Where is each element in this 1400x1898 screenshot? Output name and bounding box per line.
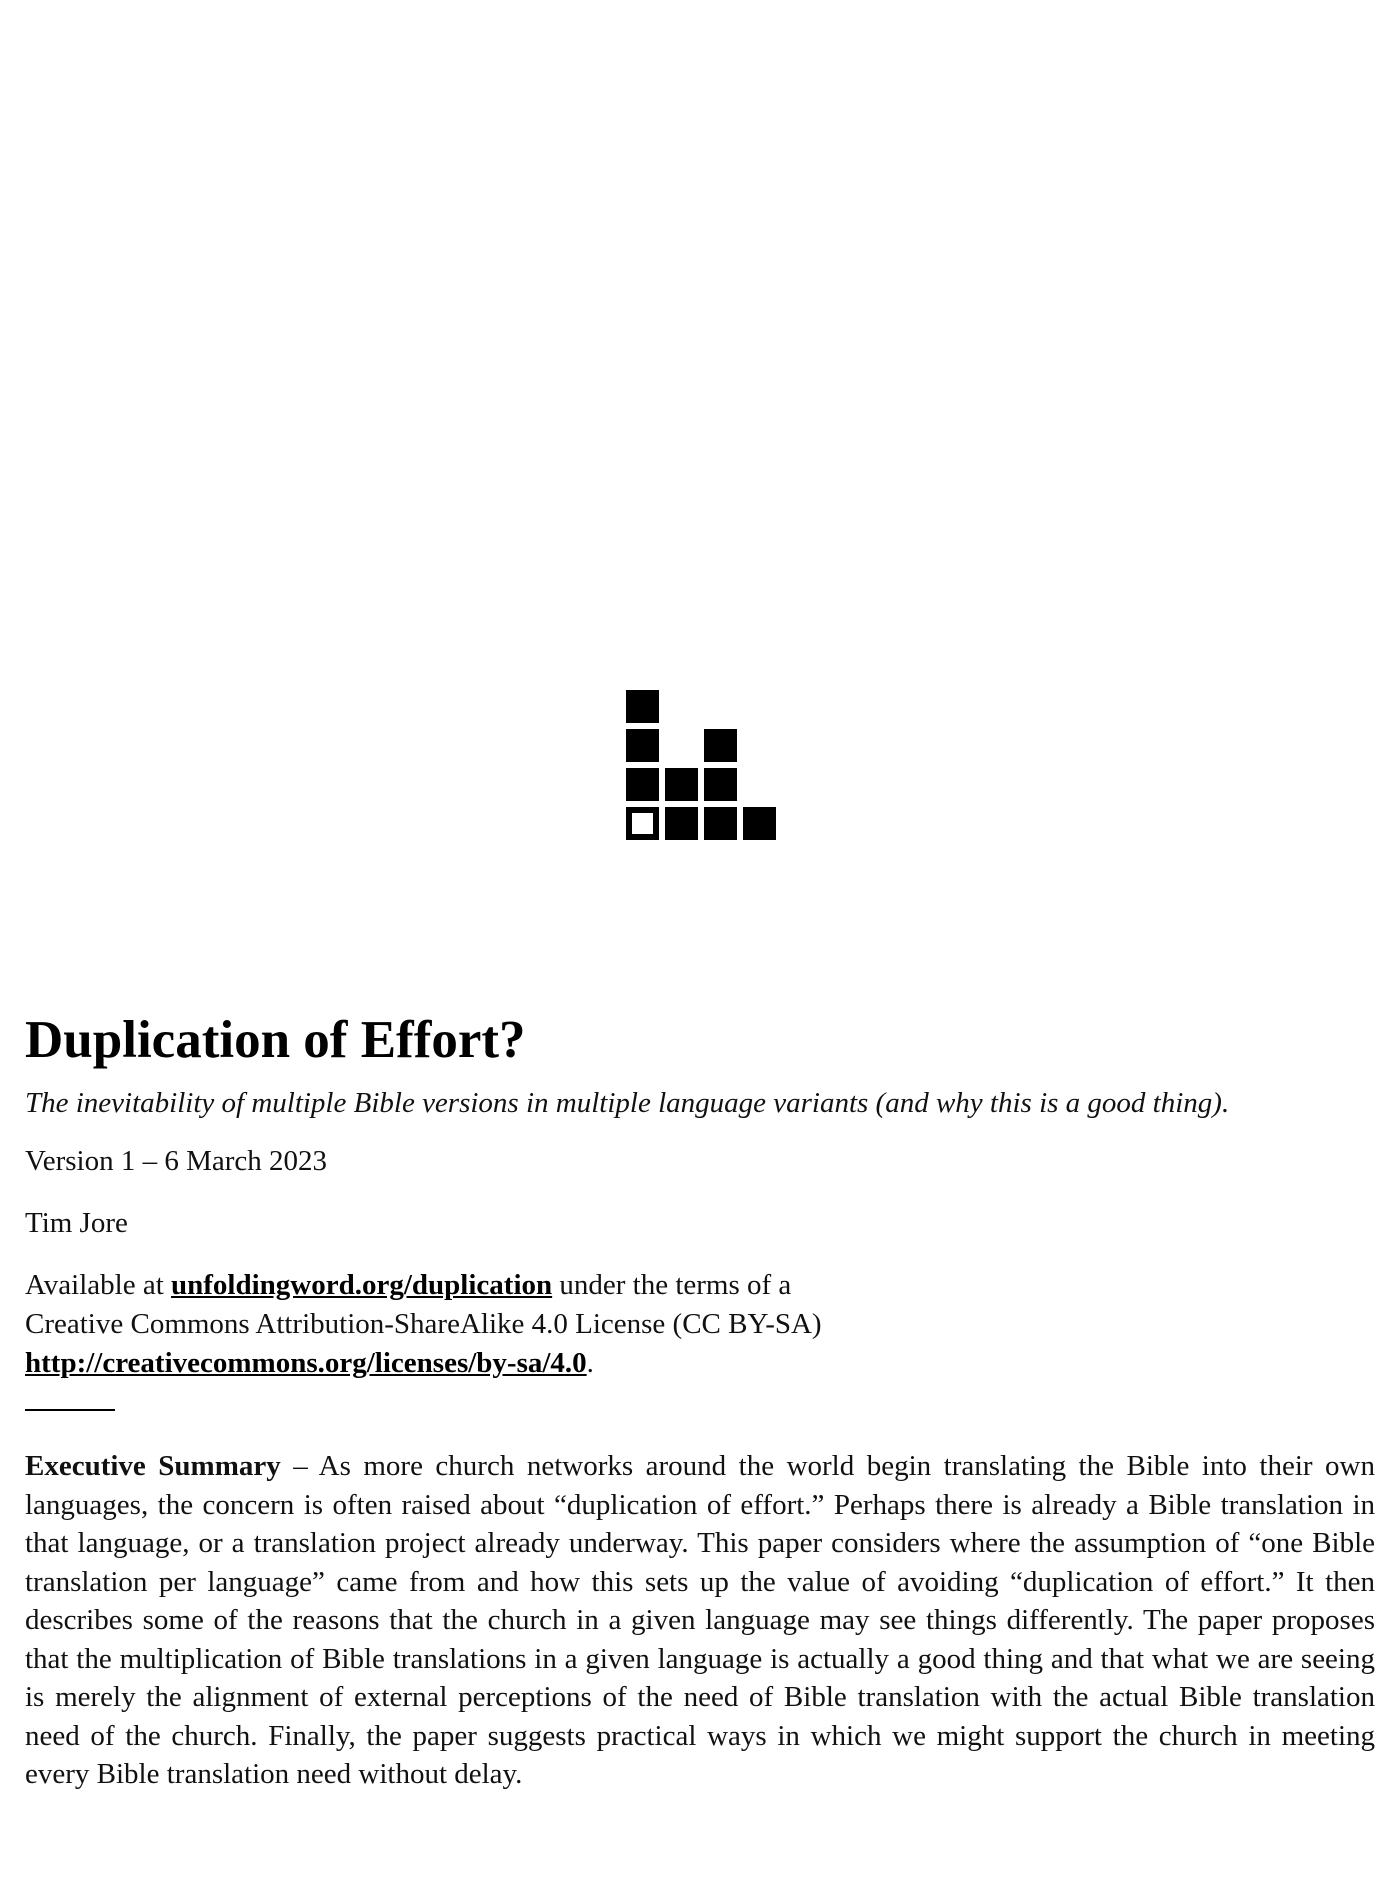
document-body: [25, 1008, 1375, 1794]
availability-notice: [25, 1266, 1375, 1383]
availability-suffix: .: [586, 1347, 594, 1379]
document-title: Duplication of Effort?: [25, 1011, 526, 1069]
logo-block: [704, 729, 737, 762]
block-staircase-logo-icon: [626, 690, 776, 840]
license-line: Creative Commons Attribution-ShareAlike 4.0 License (CC BY-SA): [25, 1308, 822, 1340]
document-subtitle: The inevitability of multiple Bible versions in multiple language variants (and why this is a good thing).: [25, 1087, 1230, 1119]
document-version: Version 1 – 6 March 2023: [25, 1145, 328, 1177]
section-divider: [25, 1409, 115, 1411]
license-link[interactable]: http://creativecommons.org/licenses/by-sa/4.0: [25, 1347, 587, 1379]
logo-block: [704, 807, 737, 840]
executive-summary-heading: Executive Summary: [25, 1450, 281, 1482]
logo-block: [626, 729, 659, 762]
availability-prefix: Available at: [25, 1269, 172, 1301]
logo-block: [743, 807, 776, 840]
duplication-link[interactable]: unfoldingword.org/duplication: [171, 1269, 553, 1301]
logo-hollow-block: [629, 810, 656, 837]
logo-block: [665, 807, 698, 840]
availability-middle: under the terms of a: [552, 1269, 792, 1301]
executive-summary: [25, 1447, 1375, 1794]
executive-summary-text: – As more church networks around the world begin translating the Bible into their own languages, the concern is often raised about “duplication of effort.” Perhaps there is already a Bible translation in that language, or a translation project already underway. This paper considers where the assumption of “one Bible translation per language” came from and how this sets up the value of avoiding “duplication of effort.” It then describes some of the reasons that the church in a given language may see things differently. The paper proposes that the multiplication of Bible translations in a given language is actually a good thing and that what we are seeing is merely the alignment of external perceptions of the need of Bible translation with the actual Bible translation need of the church. Finally, the paper suggests practical ways in which we might support the church in meeting every Bible translation need without delay.: [25, 1450, 1375, 1790]
logo-block: [704, 768, 737, 801]
document-author: Tim Jore: [25, 1207, 128, 1239]
logo-block: [626, 768, 659, 801]
logo-block: [665, 768, 698, 801]
logo-block: [626, 690, 659, 723]
